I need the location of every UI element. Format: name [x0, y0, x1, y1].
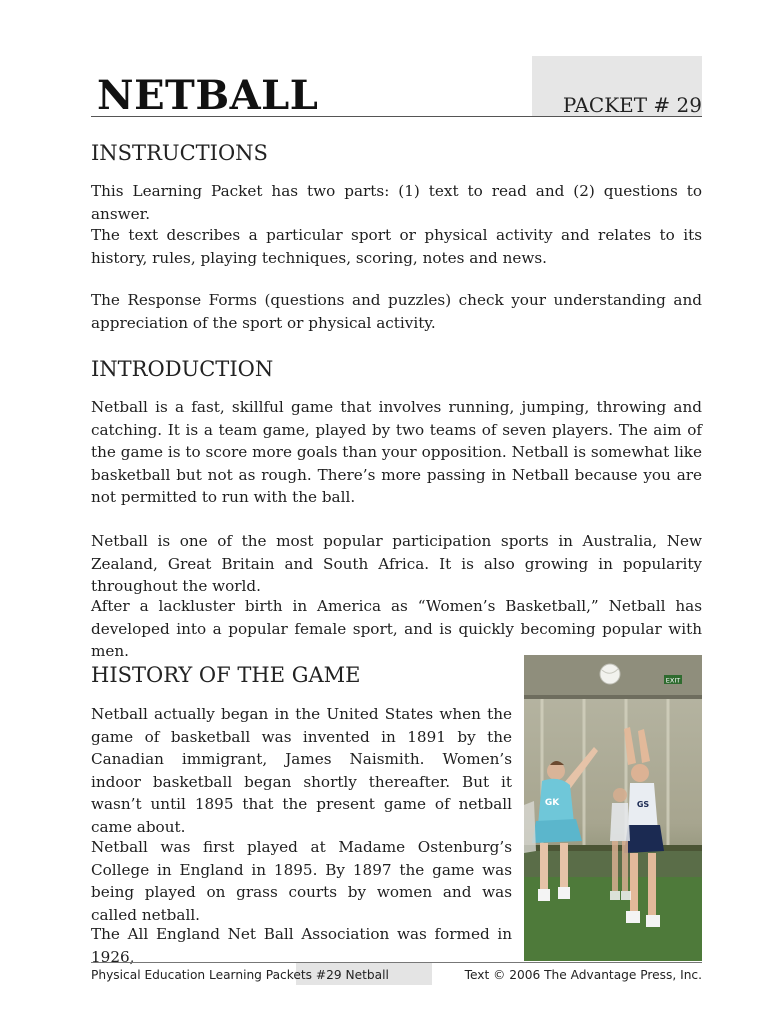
introduction-paragraph-3: After a lackluster birth in America as “Women’s Basketball,” Netball has developed into a popular female sport, and is quickly becoming popular with men.: [91, 597, 702, 660]
packet-number: PACKET # 29: [562, 93, 702, 117]
history-paragraph-3: The All England Net Ball Association was formed in 1926,: [91, 925, 512, 966]
footer-copyright: Text © 2006 The Advantage Press, Inc.: [464, 968, 702, 982]
netball-ball: [600, 664, 620, 684]
document-page: [91, 0, 702, 1024]
instructions-paragraph-3: The Response Forms (questions and puzzles) check your understanding and appreciation of the sport or physical activity.: [91, 291, 702, 332]
instructions-heading: INSTRUCTIONS: [91, 141, 268, 165]
instructions-paragraph-2: The text describes a particular sport or physical activity and relates to its history, rules, playing techniques, scoring, notes and news.: [91, 226, 702, 267]
footer-left-text: Physical Education Learning Packets #29 Netball: [91, 968, 389, 982]
bib-gs-label: GS: [636, 800, 650, 809]
page-title: NETBALL: [97, 72, 319, 119]
header-divider: [91, 116, 702, 117]
bib-gk-label: GK: [544, 798, 560, 808]
exit-sign-label: EXIT: [665, 676, 681, 685]
history-paragraph-2: Netball was first played at Madame Ostenburg’s College in England in 1895. By 1897 the game was being played on grass courts by women and was called netball.: [91, 838, 512, 924]
introduction-paragraph-1: Netball is a fast, skillful game that involves running, jumping, throwing and catching. It is a team game, played by two teams of seven players. The aim of the game is to score more goals than your opposition. Netball is somewhat like basketball but not as rough. There’s more passing in Netball because you are not permitted to run with the ball.: [91, 398, 702, 506]
history-paragraph-1: Netball actually began in the United States when the game of basketball was invented in 1891 by the Canadian immigrant, James Naismith. Women’s indoor basketball began shortly thereafter. But it wasn’t until 1895 that the present game of netball came about.: [91, 705, 512, 836]
introduction-paragraph-2: Netball is one of the most popular participation sports in Australia, New Zealand, Great Britain and South Africa. It is also growing in popularity throughout the world.: [91, 532, 702, 595]
instructions-paragraph-1: This Learning Packet has two parts: (1) text to read and (2) questions to answer.: [91, 182, 702, 223]
netball-photo-illustration: [524, 655, 702, 961]
history-heading: HISTORY OF THE GAME: [91, 663, 361, 687]
netball-players-photo: [524, 655, 702, 961]
page-header: [91, 56, 702, 118]
introduction-heading: INTRODUCTION: [91, 357, 274, 381]
page-footer: [91, 962, 702, 986]
